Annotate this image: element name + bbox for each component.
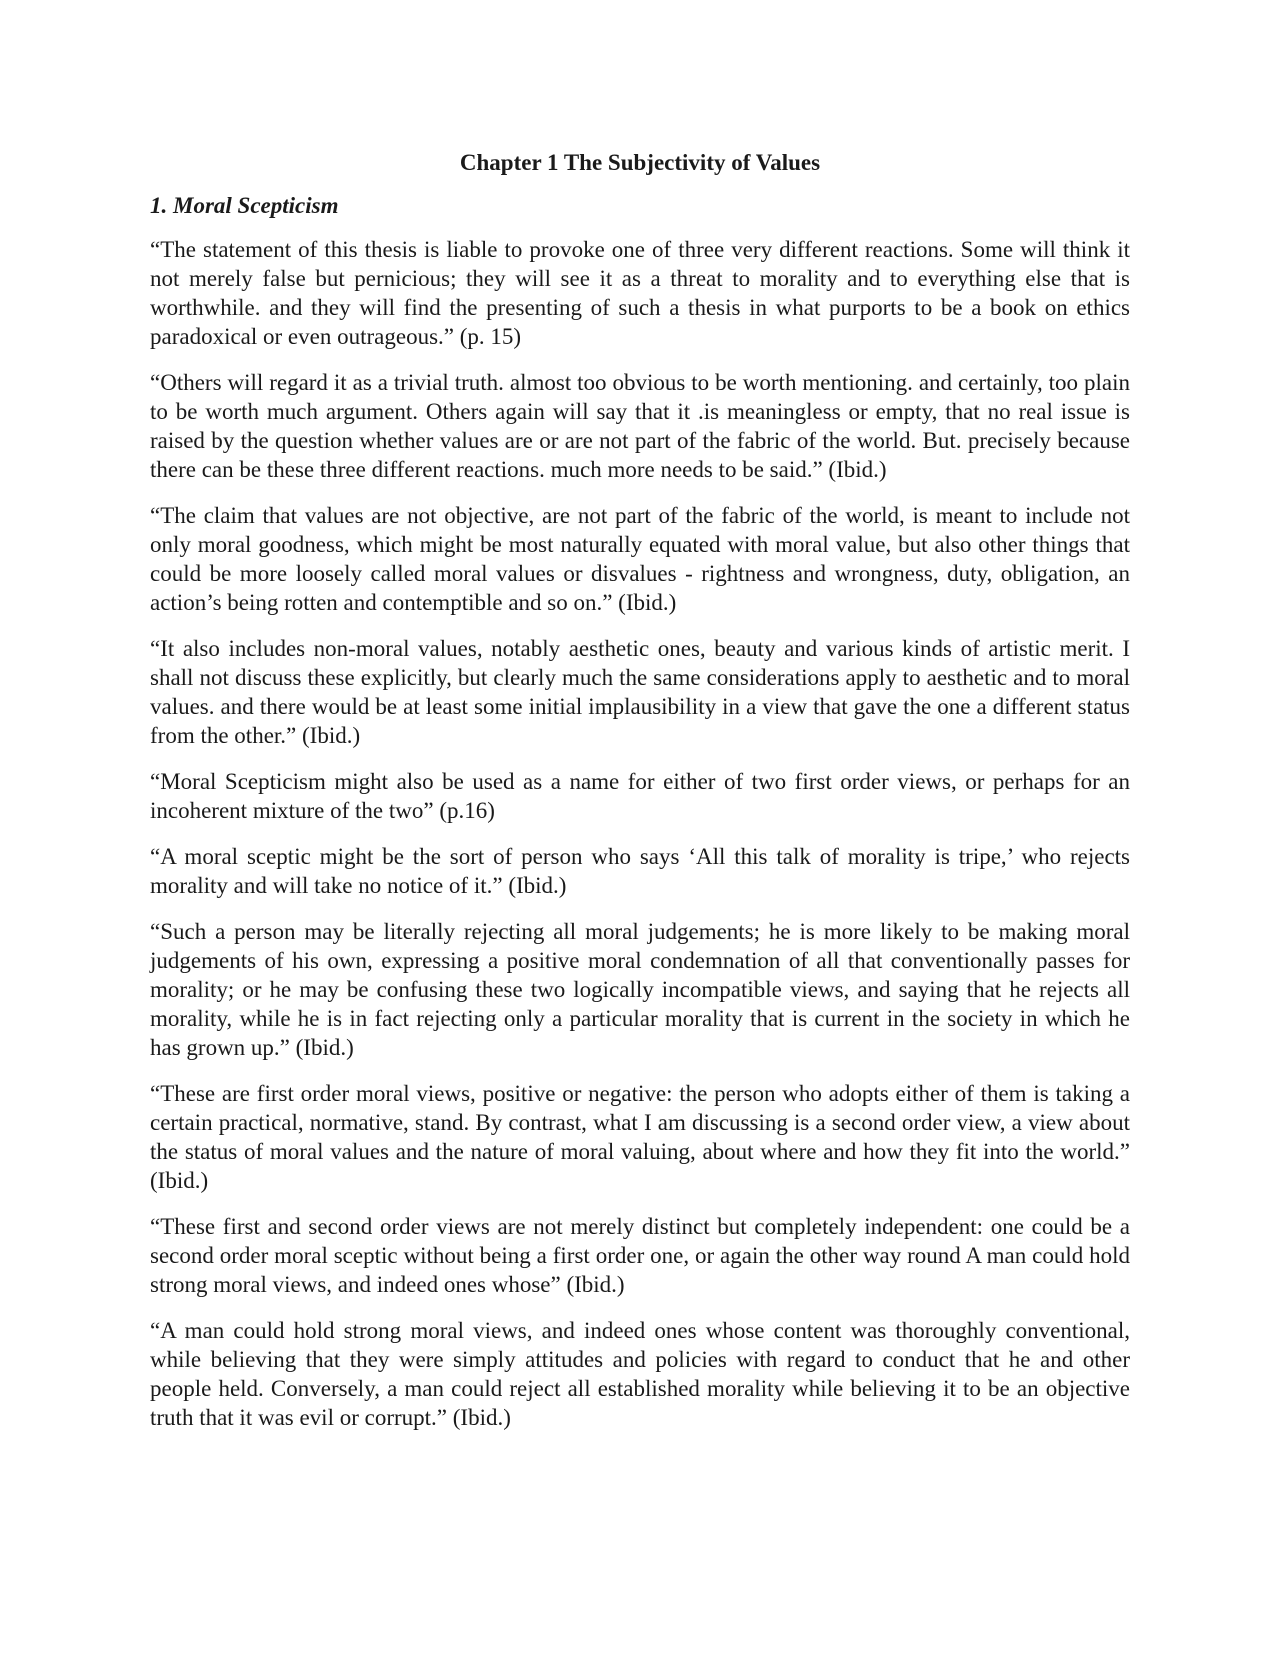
paragraph: “It also includes non-moral values, notably aesthetic ones, beauty and various kinds of artistic merit. I shall not discuss these explicitly, but clearly much the same considerations apply to aesthetic and to moral values. and there would be at least some initial implausibility in a view that gave the one a different status from the other.” (Ibid.) xyxy=(150,636,1130,748)
paragraph: “The statement of this thesis is liable to provoke one of three very different reactions. Some will think it not merely false but pernicious; they will see it as a threat to morality and to everything else that is worthwhile. and they will find the presenting of such a thesis in what purports to be a book on ethics paradoxical or even outrageous.” (p. 15) xyxy=(150,237,1130,349)
paragraph: “Moral Scepticism might also be used as a name for either of two first order views, or perhaps for an incoherent mixture of the two” (p.16) xyxy=(150,769,1130,823)
paragraph: “Such a person may be literally rejecting all moral judgements; he is more likely to be making moral judgements of his own, expressing a positive moral condemnation of all that conventionally passes for morality; or he may be confusing these two logically incompatible views, and saying that he rejects all morality, while he is in fact rejecting only a particular morality that is current in the society in which he has grown up.” (Ibid.) xyxy=(150,919,1130,1060)
section-heading: 1. Moral Scepticism xyxy=(150,193,339,218)
paragraph: “A moral sceptic might be the sort of person who says ‘All this talk of morality is tripe,’ who rejects morality and will take no notice of it.” (Ibid.) xyxy=(150,844,1130,898)
document-page xyxy=(150,148,1130,1449)
paragraph: “Others will regard it as a trivial truth. almost too obvious to be worth mentioning. and certainly, too plain to be worth much argument. Others again will say that it .is meaningless or empty, that no real issue is raised by the question whether values are or are not part of the fabric of the world. But. precisely because there can be these three different reactions. much more needs to be said.” (Ibid.) xyxy=(150,370,1130,482)
paragraph: “These first and second order views are not merely distinct but completely independent: one could be a second order moral sceptic without being a first order one, or again the other way round A man could hold strong moral views, and indeed ones whose” (Ibid.) xyxy=(150,1214,1130,1297)
paragraph: “These are first order moral views, positive or negative: the person who adopts either of them is taking a certain practical, normative, stand. By contrast, what I am discussing is a second order view, a view about the status of moral values and the nature of moral valuing, about where and how they fit into the world.” (Ibid.) xyxy=(150,1081,1130,1193)
paragraph: “The claim that values are not objective, are not part of the fabric of the world, is meant to include not only moral goodness, which might be most naturally equated with moral value, but also other things that could be more loosely called moral values or disvalues - rightness and wrongness, duty, obligation, an action’s being rotten and contemptible and so on.” (Ibid.) xyxy=(150,503,1130,615)
chapter-title: Chapter 1 The Subjectivity of Values xyxy=(459,150,821,175)
paragraph: “A man could hold strong moral views, and indeed ones whose content was thoroughly conventional, while believing that they were simply attitudes and policies with regard to conduct that he and other people held. Conversely, a man could reject all established morality while believing it to be an objective truth that it was evil or corrupt.” (Ibid.) xyxy=(150,1318,1130,1430)
